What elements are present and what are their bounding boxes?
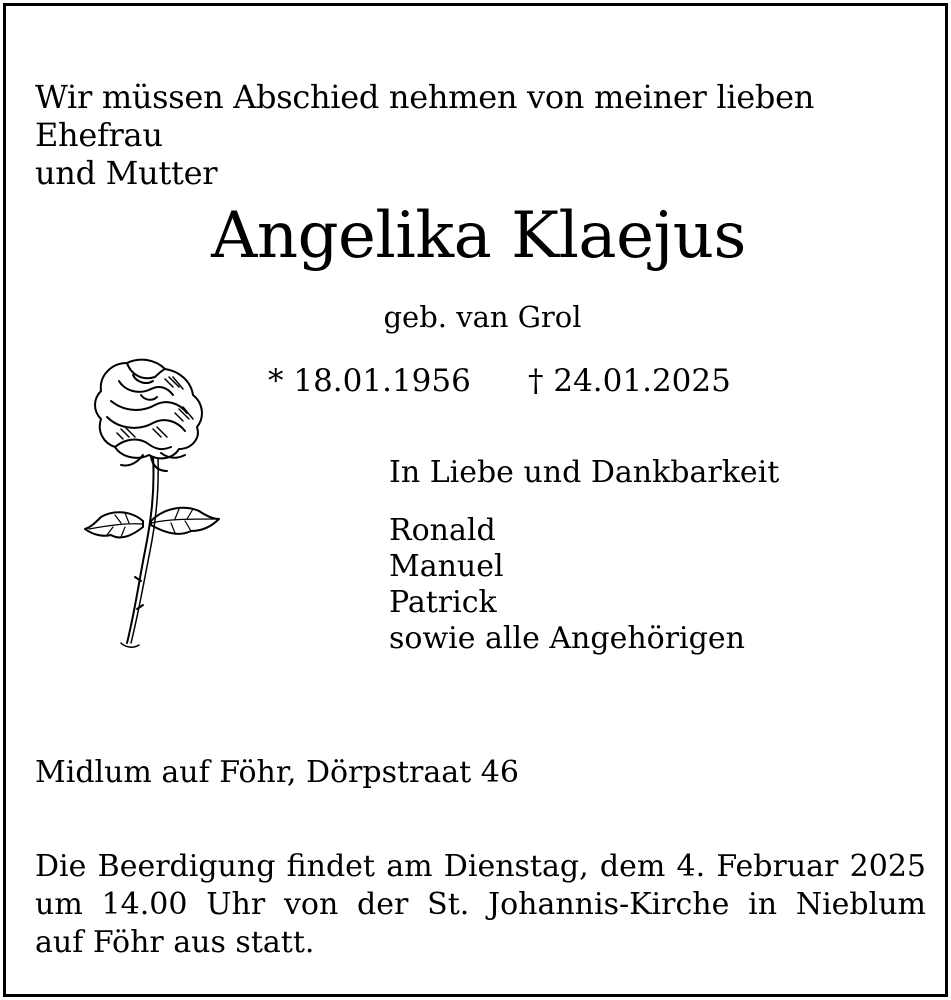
maiden-name: geb. van Grol bbox=[383, 300, 582, 334]
signer: Patrick bbox=[389, 585, 497, 620]
intro-line: und Mutter bbox=[35, 154, 218, 192]
funeral-info bbox=[35, 848, 926, 962]
signer: Manuel bbox=[389, 549, 504, 584]
obituary-notice bbox=[3, 3, 948, 997]
funeral-line: um 14.00 Uhr von der St. Johannis-Kirche in Nieblum bbox=[35, 887, 926, 922]
closing-text: In Liebe und Dankbarkeit bbox=[389, 455, 780, 490]
deceased-name: Angelika Klaejus bbox=[211, 199, 746, 273]
signer: sowie alle Angehörigen bbox=[389, 621, 745, 656]
death-date: † 24.01.2025 bbox=[528, 363, 731, 399]
signer: Ronald bbox=[389, 513, 496, 548]
intro-line: Wir müssen Abschied nehmen von meiner lieben Ehefrau bbox=[35, 78, 815, 154]
signers-list bbox=[389, 513, 745, 657]
rose-illustration bbox=[81, 351, 231, 661]
birth-date: * 18.01.1956 bbox=[268, 363, 471, 399]
funeral-line: Die Beerdigung findet am Dienstag, dem 4. Februar 2025 bbox=[35, 849, 926, 884]
address: Midlum auf Föhr, Dörpstraat 46 bbox=[35, 755, 519, 790]
intro-text bbox=[35, 78, 935, 192]
funeral-line: auf Föhr aus statt. bbox=[35, 925, 315, 960]
